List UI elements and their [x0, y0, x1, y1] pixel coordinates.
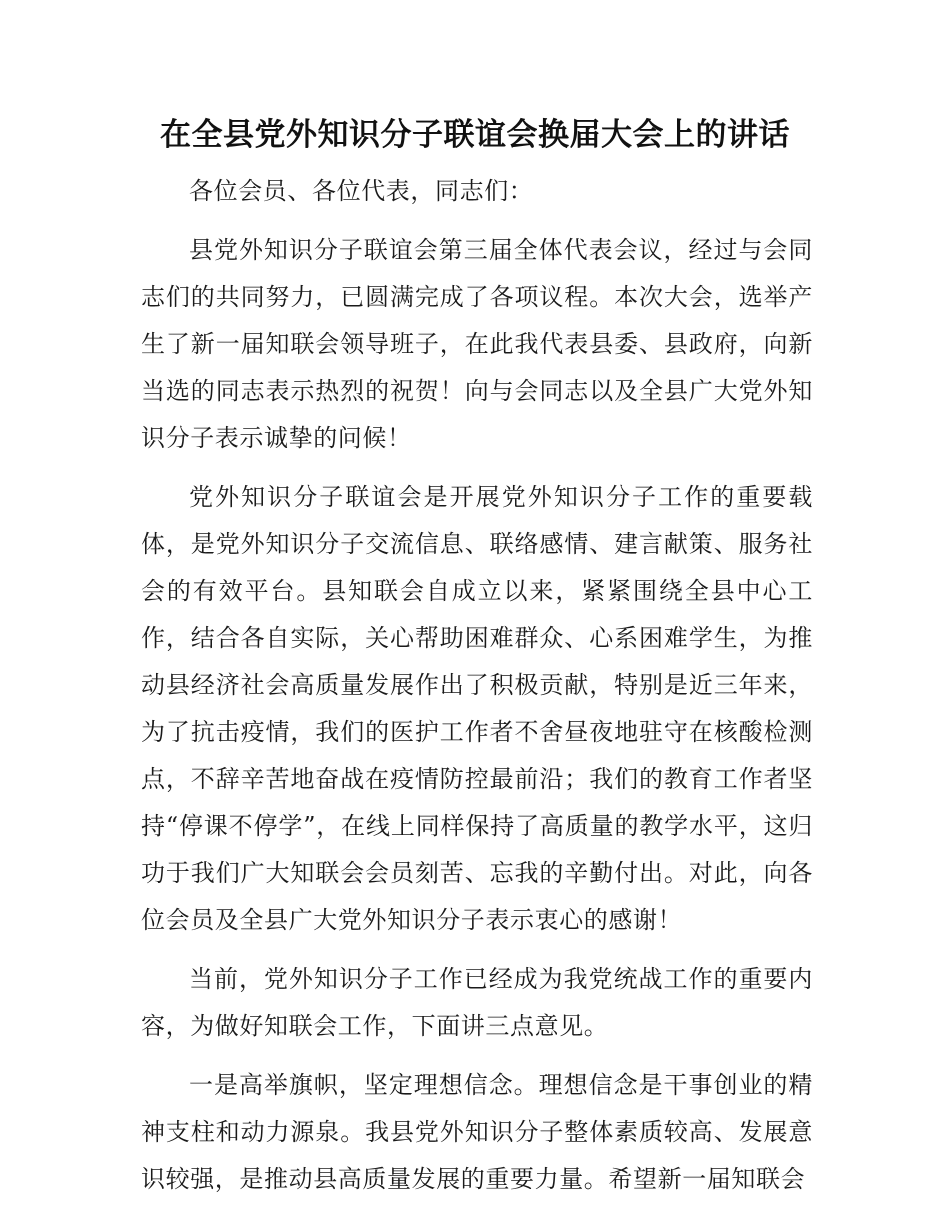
paragraph-2: 党外知识分子联谊会是开展党外知识分子工作的重要载体，是党外知识分子交流信息、联络感情、建言献策、服务社会的有效平台。县知联会自成立以来，紧紧围绕全县中心工作，结合各自实际，关心帮助困难群众、心系困难学生，为推动县经济社会高质量发展作出了积极贡献，特别是近三年来，为了抗击疫情，我们的医护工作者不舍昼夜地驻守在核酸检测点，不辞辛苦地奋战在疫情防控最前沿；我们的教育工作者坚持“停课不停学”，在线上同样保持了高质量的教学水平，这归功于我们广大知联会会员刻苦、忘我的辛勤付出。对此，向各位会员及全县广大党外知识分子表示衷心的感谢！	[141, 483, 813, 934]
paragraph-4: 一是高举旗帜，坚定理想信念。理想信念是干事创业的精神支柱和动力源泉。我县党外知识分子整体素质较高、发展意识较强，是推动县高质量发展的重要力量。希望新一届知联会	[141, 1071, 813, 1193]
paragraph-3: 当前，党外知识分子工作已经成为我党统战工作的重要内容，为做好知联会工作，下面讲三点意见。	[141, 965, 813, 1040]
paragraph-1: 县党外知识分子联谊会第三届全体代表会议，经过与会同志们的共同努力，已圆满完成了各项议程。本次大会，选举产生了新一届知联会领导班子，在此我代表县委、县政府，向新当选的同志表示热烈的祝贺！向与会同志以及全县广大党外知识分子表示诚挚的问候！	[141, 236, 813, 452]
document-body	[141, 168, 813, 1215]
salutation: 各位会员、各位代表，同志们：	[189, 177, 534, 205]
document-title: 在全县党外知识分子联谊会换届大会上的讲话	[160, 117, 790, 153]
